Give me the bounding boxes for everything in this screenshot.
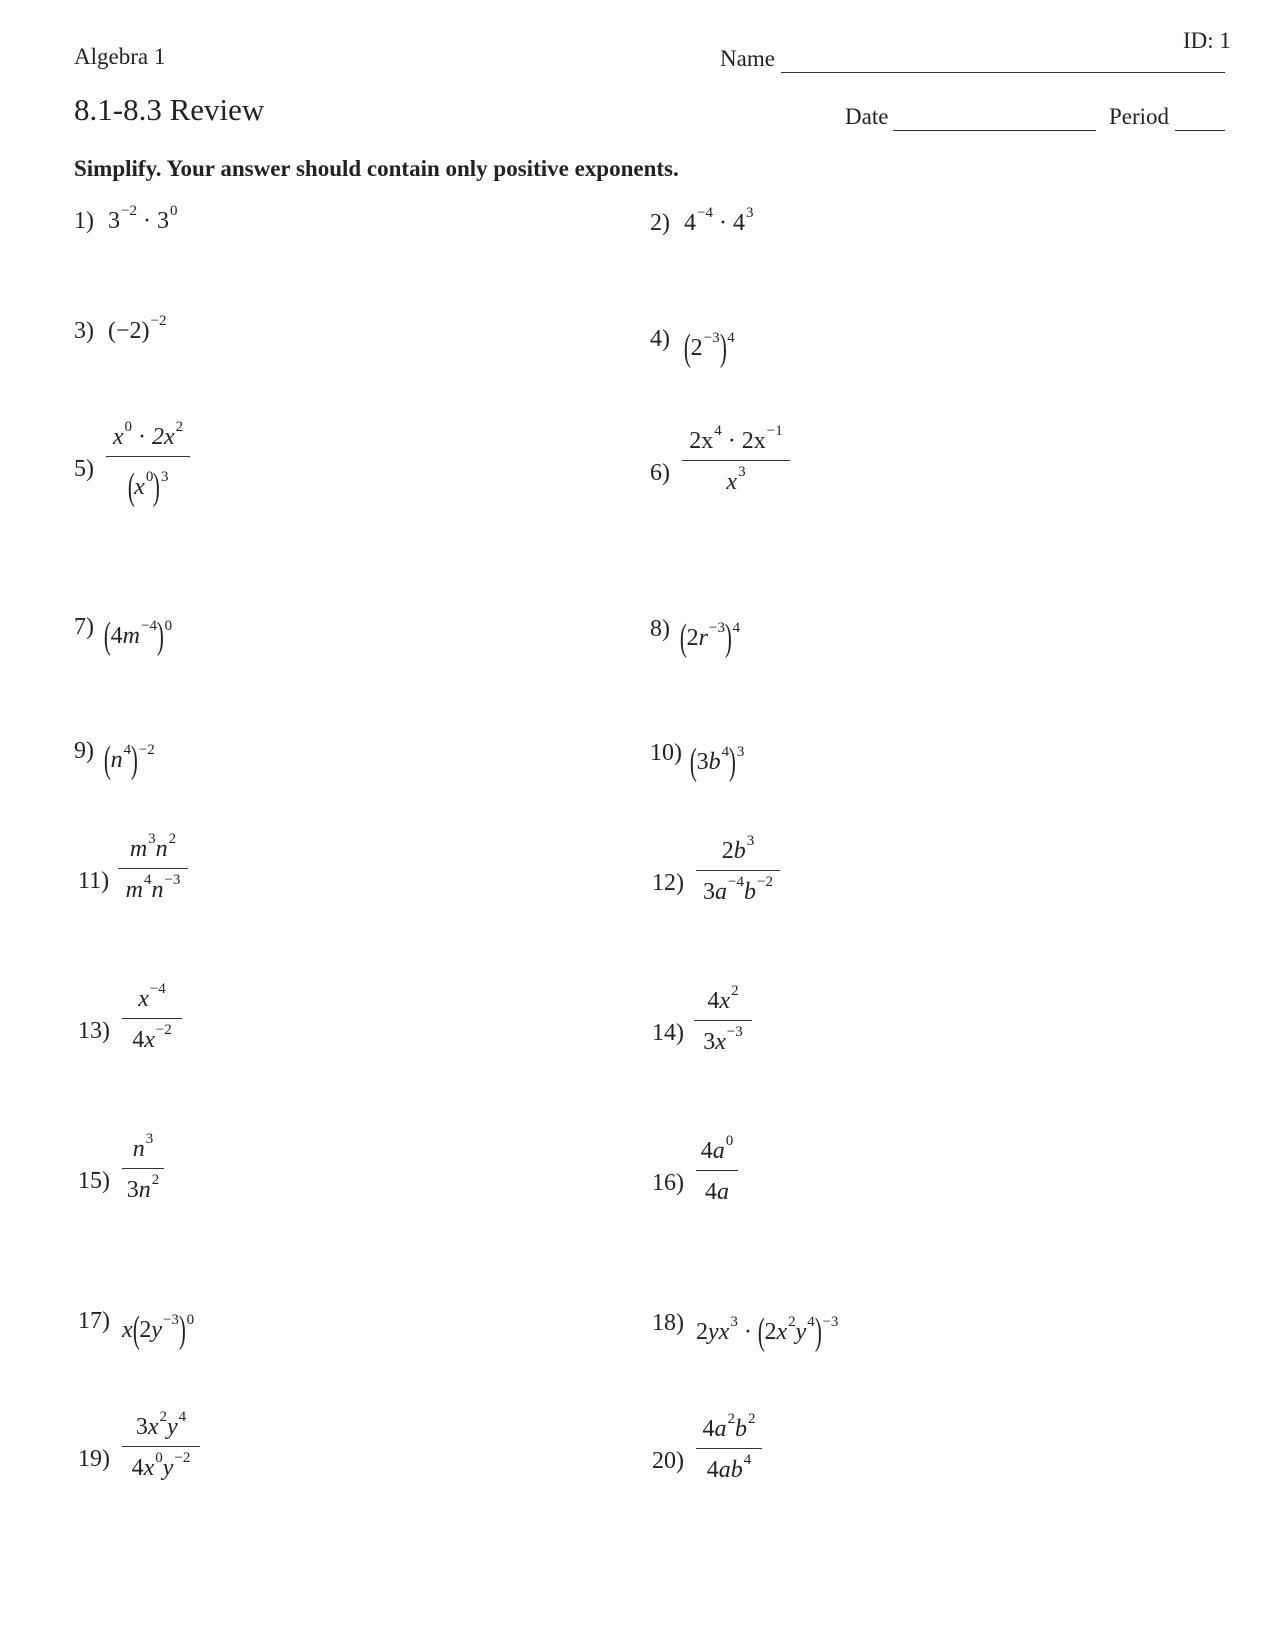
base: 3 [108, 208, 120, 234]
denominator: 4a [705, 1179, 729, 1205]
exponent: 4 [727, 330, 735, 346]
problem-number: 14) [652, 1020, 684, 1046]
expression: $(3b^4)^3$ [689, 741, 745, 783]
problem-number: 11) [78, 868, 110, 894]
base: 2 [690, 335, 703, 361]
denominator: $3a^{-4}b^{-2}$ [703, 874, 773, 905]
fraction [696, 1411, 762, 1484]
denominator: $(x^0)^3$ [127, 466, 169, 508]
numerator: $2b^3$ [696, 838, 780, 871]
numerator: $2x^4 \cdot 2x^{-1}$ [682, 428, 790, 461]
operator: · [718, 210, 727, 236]
problem-number: 10) [650, 740, 682, 766]
fraction [682, 423, 790, 496]
base: (−2) [108, 318, 150, 344]
worksheet-title: 8.1-8.3 Review [74, 92, 265, 127]
denominator: $m^4n^{-3}$ [125, 872, 181, 903]
period-field[interactable] [1175, 130, 1225, 131]
exponent: −3 [703, 330, 720, 346]
numerator: $4a^2b^2$ [696, 1416, 762, 1449]
fraction [696, 1133, 738, 1206]
worksheet-id: ID: 1 [1183, 28, 1231, 53]
problem-number: 13) [78, 1018, 110, 1044]
problem-number: 6) [650, 460, 670, 486]
fraction [122, 981, 182, 1054]
base: 4 [732, 210, 745, 236]
denominator: $4x^{-2}$ [132, 1022, 172, 1053]
problem-number: 8) [650, 616, 670, 642]
numerator: $4x^2$ [694, 988, 752, 1021]
expression [108, 313, 167, 345]
problem-number: 4) [650, 326, 670, 352]
numerator: $4a^0$ [696, 1138, 738, 1171]
problem-number: 17) [78, 1308, 110, 1334]
numerator: $x^{-4}$ [122, 986, 182, 1019]
denominator: $3x^{-3}$ [703, 1024, 743, 1055]
fraction [696, 833, 780, 906]
name-label: Name [720, 46, 775, 71]
instructions: Simplify. Your answer should contain only positive exponents. [74, 156, 679, 181]
problem-number: 15) [78, 1168, 110, 1194]
denominator: $4ab^4$ [706, 1452, 752, 1483]
problem-number: 12) [652, 870, 684, 896]
period-label: Period [1109, 104, 1170, 129]
expression: $(2r^{-3})^4$ [679, 617, 741, 659]
fraction [118, 831, 188, 904]
exponent: −4 [697, 205, 713, 221]
expression [684, 205, 754, 237]
expression: $2yx^3 \cdot (2x^2y^4)^{-3}$ [696, 1311, 839, 1353]
numerator: $3x^2y^4$ [122, 1414, 200, 1447]
problem-number: 19) [78, 1446, 110, 1472]
base: 3 [156, 208, 169, 234]
name-field[interactable] [781, 72, 1225, 73]
exponent: −2 [121, 203, 137, 219]
fraction [106, 419, 190, 509]
problem-number: 7) [74, 614, 94, 640]
operator: · [142, 208, 151, 234]
fraction [122, 1131, 164, 1204]
fraction [694, 983, 752, 1056]
problem-number: 20) [652, 1448, 684, 1474]
expression: $(n^4)^{-2}$ [103, 739, 155, 781]
problem-number: 1) [74, 208, 94, 234]
expression: $(2^{-3})^4$ [683, 327, 735, 369]
exponent: 0 [169, 203, 178, 219]
problem-number: 16) [652, 1170, 684, 1196]
course-name: Algebra 1 [74, 44, 166, 69]
denominator: $4x^0y^{-2}$ [131, 1450, 191, 1481]
numerator: $n^3$ [122, 1136, 164, 1169]
denominator: $3n^2$ [126, 1172, 160, 1203]
problem-number: 3) [74, 318, 94, 344]
date-field[interactable] [893, 130, 1096, 131]
expression: $(4m^{-4})^0$ [103, 615, 173, 657]
exponent: 3 [745, 205, 754, 221]
fraction [122, 1409, 200, 1482]
numerator: $m^3n^2$ [118, 836, 188, 869]
numerator: $x^0 \cdot 2x^2$ [106, 424, 190, 457]
expression: $x(2y^{-3})^0$ [122, 1309, 195, 1351]
base: 4 [684, 210, 696, 236]
problem-number: 18) [652, 1310, 684, 1336]
problem-number: 2) [650, 210, 670, 236]
problem-number: 9) [74, 738, 94, 764]
denominator: $x^3$ [726, 464, 746, 495]
expression [108, 203, 178, 235]
problem-number: 5) [74, 456, 94, 482]
exponent: −2 [150, 313, 167, 329]
date-label: Date [845, 104, 889, 129]
